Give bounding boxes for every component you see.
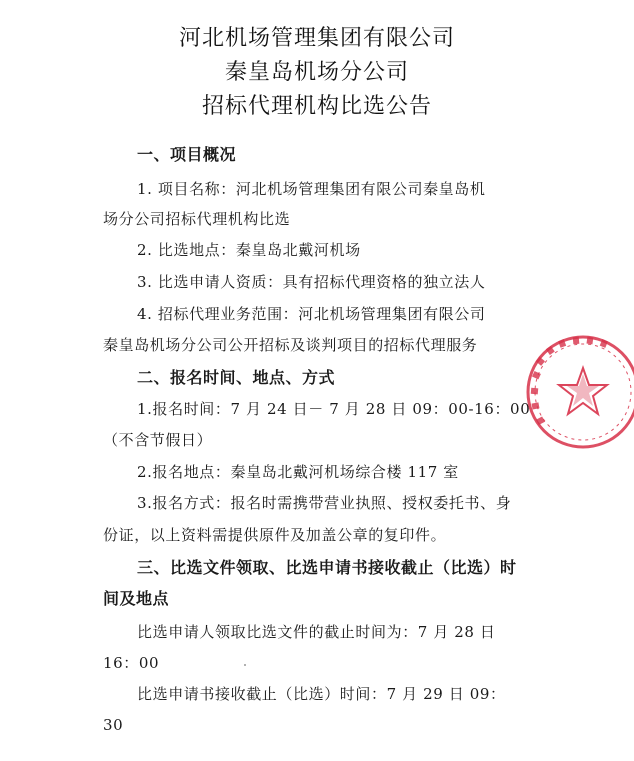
section-2-heading: 二、报名时间、地点、方式 — [137, 368, 336, 387]
selection-location: 2. 比选地点：秦皇岛北戴河机场 — [137, 241, 361, 259]
registration-time-line-1: 1.报名时间：7 月 24 日－ 7 月 28 日 09：00-16：00 — [137, 400, 531, 418]
title-line-1: 河北机场管理集团有限公司 — [178, 26, 455, 51]
project-name-line-1: 1. 项目名称：河北机场管理集团有限公司秦皇岛机 — [137, 180, 486, 198]
business-scope-line-1: 4. 招标代理业务范围：河北机场管理集团有限公司 — [137, 305, 486, 323]
project-name-line-2: 场分公司招标代理机构比选 — [103, 210, 291, 228]
registration-time-line-2: （不含节假日） — [103, 431, 213, 449]
section-1-heading: 一、项目概况 — [137, 145, 237, 164]
document-collection-deadline-line-1: 比选申请人领取比选文件的截止时间为：7 月 28 日 — [137, 623, 496, 641]
registration-method-line-2: 份证，以上资料需提供原件及加盖公章的复印件。 — [103, 526, 447, 544]
registration-method-line-1: 3.报名方式：报名时需携带营业执照、授权委托书、身 — [137, 494, 512, 512]
official-seal-icon — [523, 330, 634, 460]
application-deadline-line-1: 比选申请书接收截止（比选）时间：7 月 29 日 09： — [137, 685, 506, 703]
document-collection-deadline-line-2: 16：00 — [103, 654, 160, 672]
section-3-heading-line-1: 三、比选文件领取、比选申请书接收截止（比选）时 — [137, 558, 517, 577]
section-3-heading-line-2: 间及地点 — [103, 589, 170, 608]
title-line-3: 招标代理机构比选公告 — [201, 94, 432, 119]
applicant-qualification: 3. 比选申请人资质：具有招标代理资格的独立法人 — [137, 273, 486, 291]
title-line-2: 秦皇岛机场分公司 — [224, 60, 409, 85]
application-deadline-line-2: 30 — [103, 716, 124, 734]
business-scope-line-2: 秦皇岛机场分公司公开招标及谈判项目的招标代理服务 — [103, 336, 478, 354]
registration-location: 2.报名地点：秦皇岛北戴河机场综合楼 117 室 — [137, 463, 459, 481]
scan-speck — [244, 664, 246, 666]
